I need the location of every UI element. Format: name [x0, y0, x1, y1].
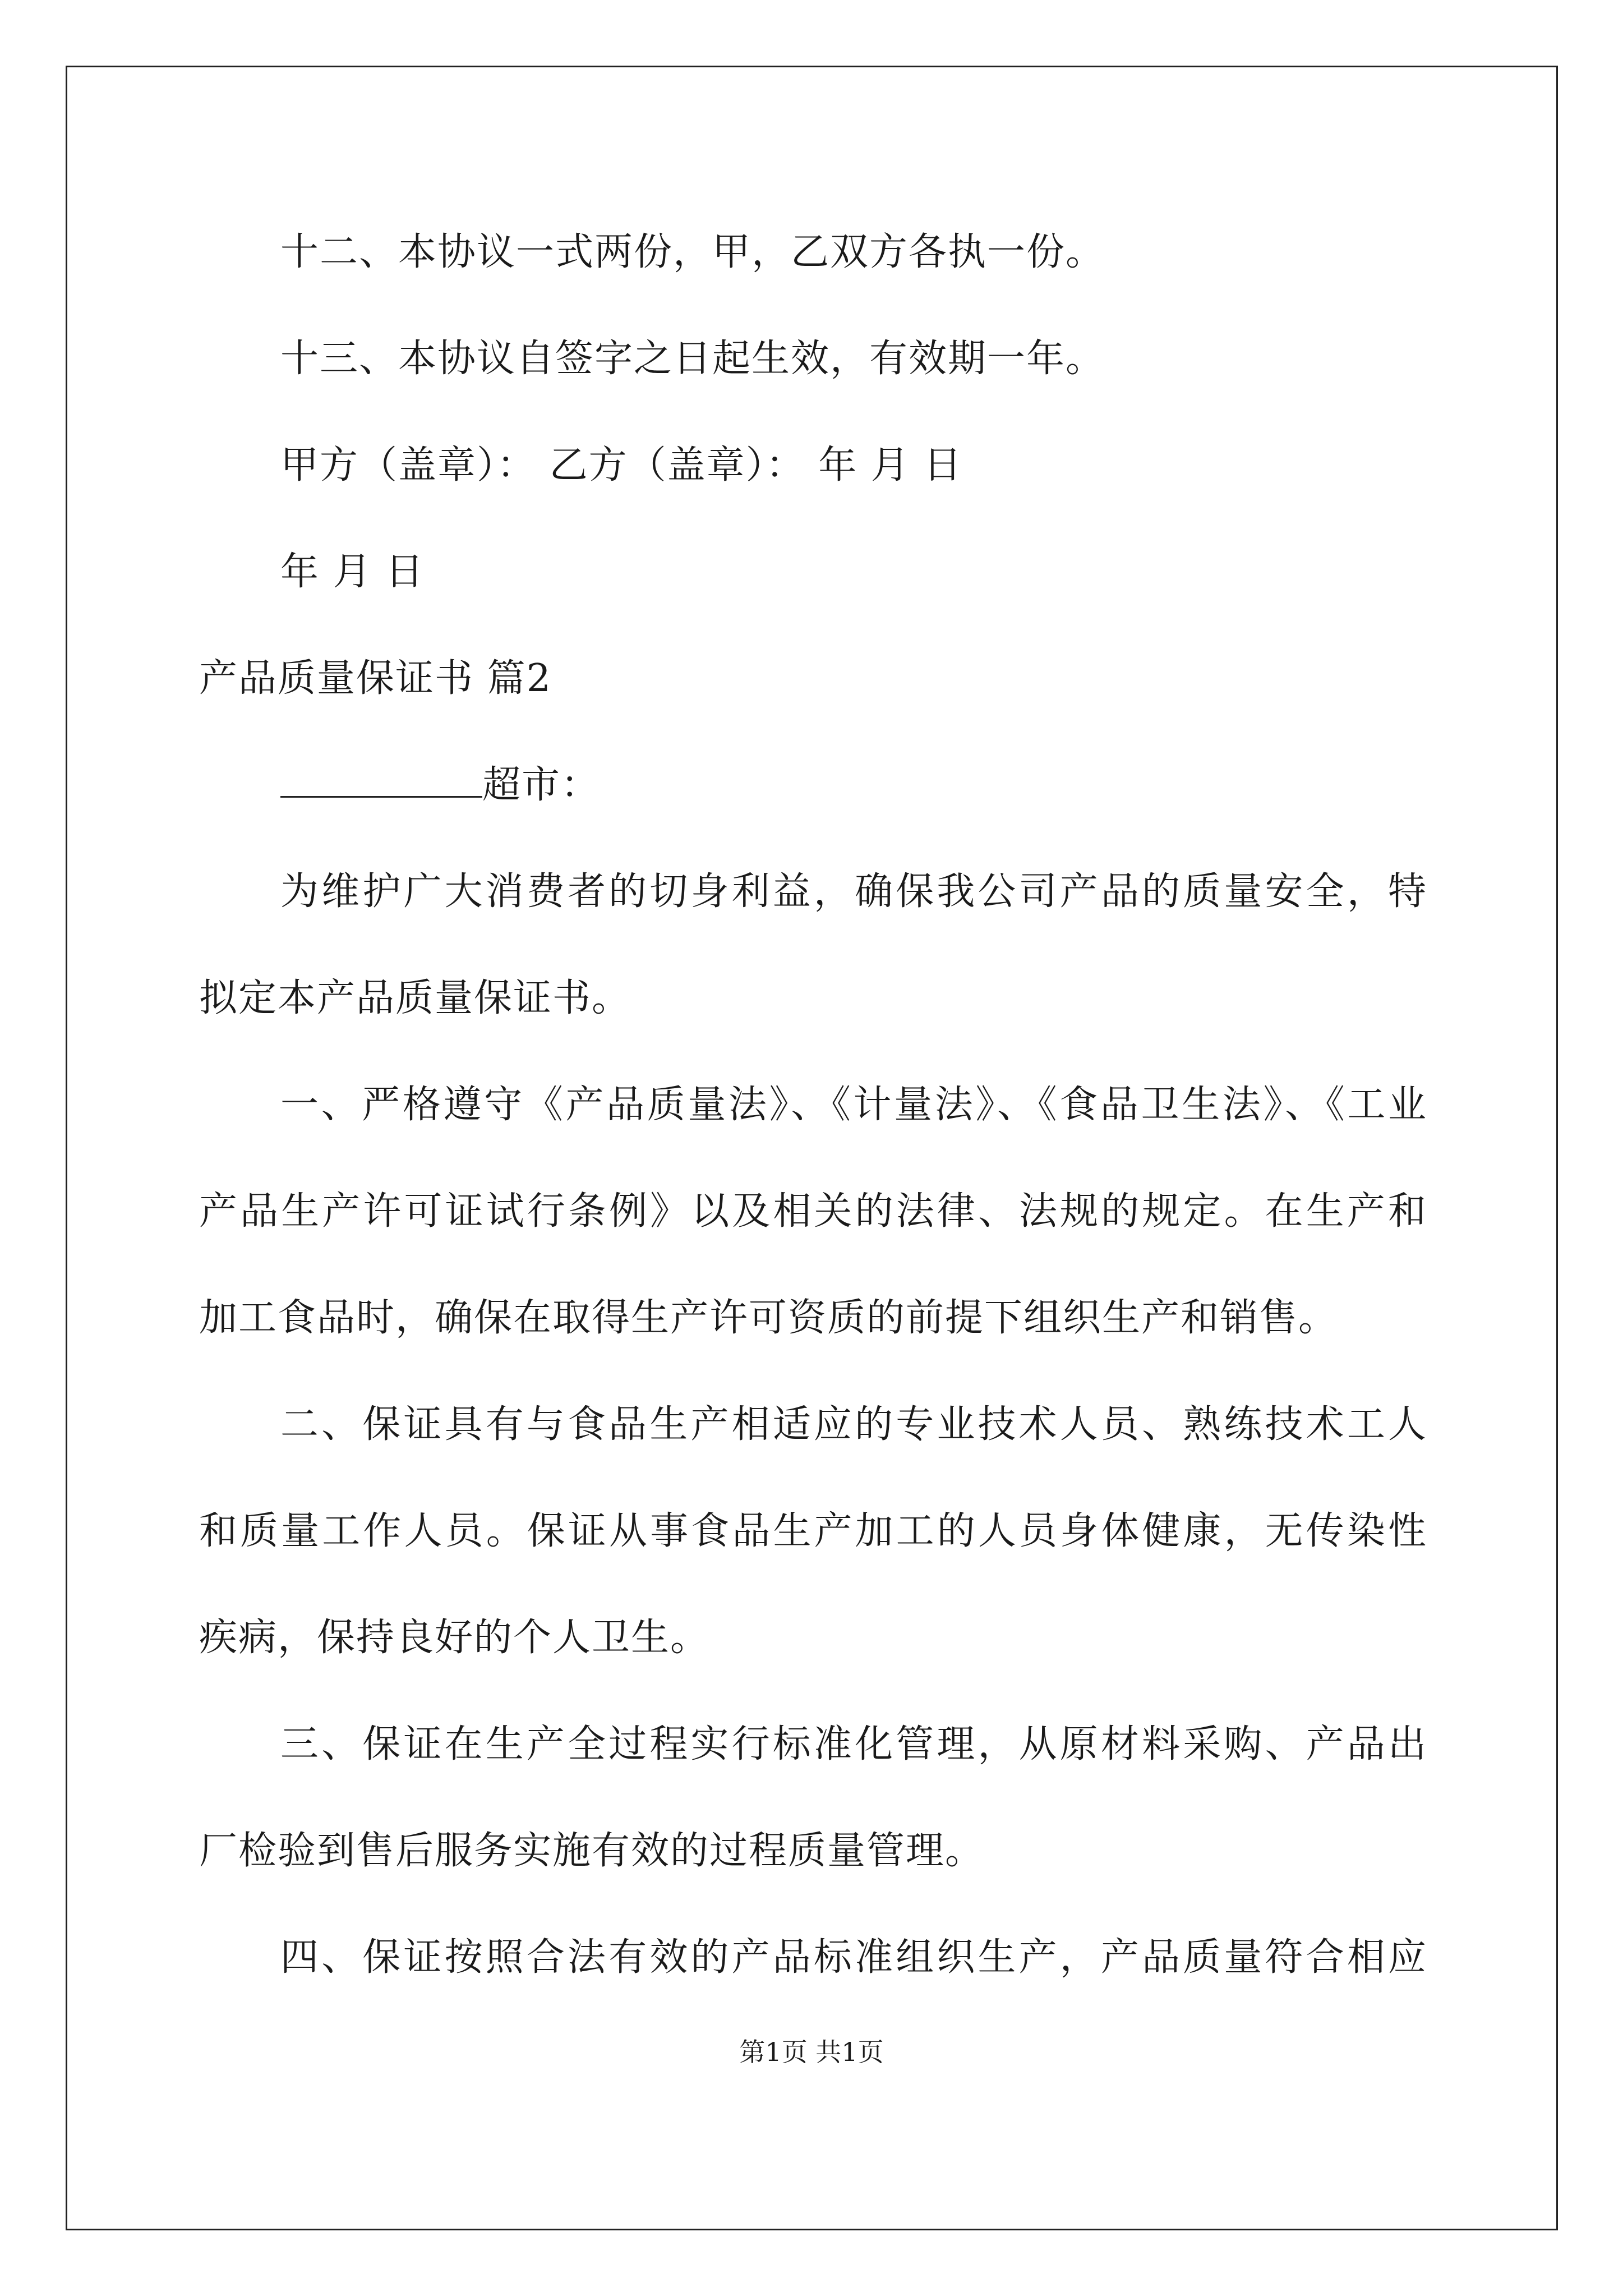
addressee-label: 超市： [482, 763, 601, 807]
clause-1-line-2: 产品生产许可证试行条例》以及相关的法律、法规的规定。在生产和 [199, 1189, 1427, 1234]
clause-3-line-2: 厂检验到售后服务实施有效的过程质量管理。 [199, 1829, 985, 1873]
clause-1-line-3: 加工食品时，确保在取得生产许可资质的前提下组织生产和销售。 [199, 1296, 1338, 1340]
signature-line: 甲方（盖章）： 乙方（盖章）： 年 月 日 [280, 443, 963, 487]
fill-in-blank [280, 765, 482, 798]
section-title: 产品质量保证书 篇2 [199, 656, 552, 701]
paragraph-intro-line-2: 拟定本产品质量保证书。 [199, 976, 631, 1020]
clause-2-line-2: 和质量工作人员。保证从事食品生产加工的人员身体健康，无传染性 [199, 1509, 1427, 1553]
clause-13: 十三、本协议自签字之日起生效，有效期一年。 [280, 337, 1105, 381]
clause-3-line-1: 三、保证在生产全过程实行标准化管理，从原材料采购、产品出 [280, 1722, 1427, 1766]
date-line: 年 月 日 [280, 550, 425, 594]
clause-2-line-3: 疾病，保持良好的个人卫生。 [199, 1616, 710, 1660]
clause-4-line-1: 四、保证按照合法有效的产品标准组织生产，产品质量符合相应 [280, 1935, 1427, 1980]
clause-1-line-1: 一、严格遵守《产品质量法》、《计量法》、《食品卫生法》、《工业 [280, 1083, 1427, 1127]
page-footer: 第1页 共1页 [739, 2037, 884, 2067]
paragraph-intro-line-1: 为维护广大消费者的切身利益，确保我公司产品的质量安全，特 [280, 869, 1427, 914]
clause-2-line-1: 二、保证具有与食品生产相适应的专业技术人员、熟练技术工人 [280, 1402, 1427, 1447]
clause-12: 十二、本协议一式两份，甲，乙双方各执一份。 [280, 230, 1105, 274]
addressee-line [280, 763, 600, 808]
page-border [66, 66, 1558, 2230]
